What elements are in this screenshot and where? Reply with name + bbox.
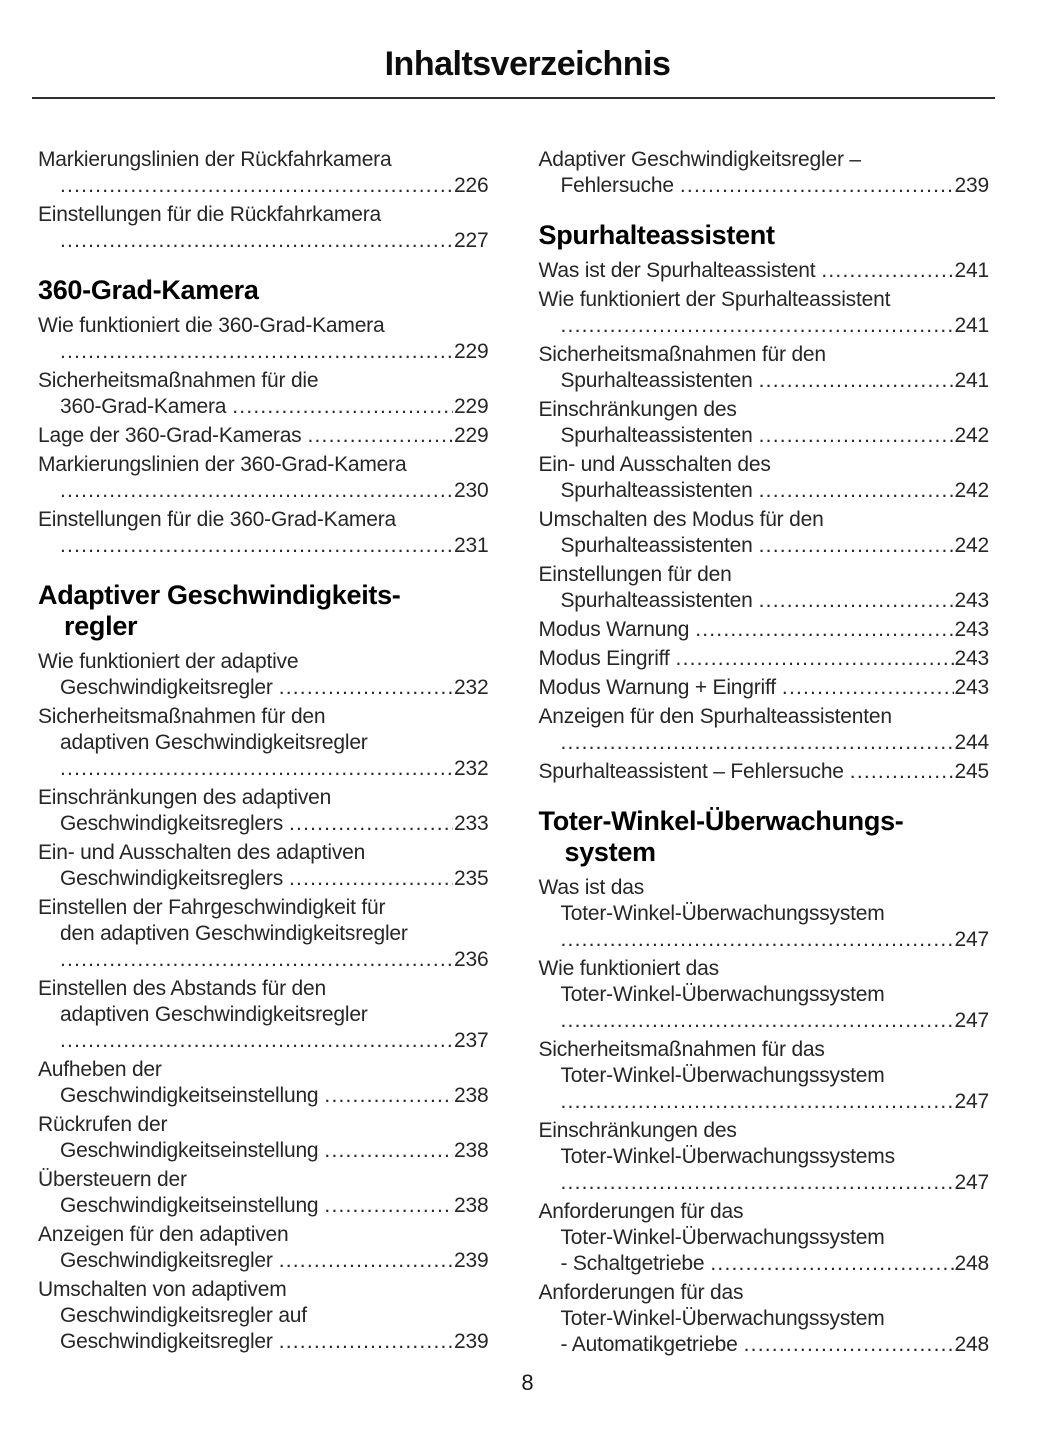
toc-section-heading-line: 360-Grad-Kamera: [38, 275, 259, 305]
toc-entry-line: Ein- und Ausschalten des: [538, 453, 771, 476]
toc-page-number: 229: [454, 395, 489, 418]
toc-entry-line: Sicherheitsmaßnahmen für das: [538, 1038, 825, 1061]
toc-entry-last-line: [539, 1008, 990, 1034]
toc-entry: [38, 649, 489, 701]
toc-entry-last-line: [539, 759, 990, 785]
toc-entry-text: Geschwindigkeitsreglers: [60, 867, 283, 890]
toc-section-heading: [539, 806, 990, 868]
toc-entry-line: Sicherheitsmaßnahmen für den: [38, 705, 326, 728]
toc-page-number: 247: [954, 1009, 989, 1032]
toc-dot-leader: [759, 368, 954, 394]
toc-dot-leader: [850, 759, 954, 785]
toc-entry-line: Umschalten des Modus für den: [538, 508, 824, 531]
toc-dot-leader: [60, 533, 453, 559]
toc-entry-line: Einschränkungen des adaptiven: [38, 786, 332, 809]
toc-entry-text: Spurhalteassistenten: [560, 589, 753, 612]
toc-entry-text: Geschwindigkeitseinstellung: [60, 1139, 319, 1162]
toc-entry-line: Sicherheitsmaßnahmen für den: [538, 343, 826, 366]
toc-entry-line: Markierungslinien der Rückfahrkamera: [38, 148, 392, 171]
toc-entry-line: Wie funktioniert die 360-Grad-Kamera: [38, 314, 385, 337]
toc-entry-last-line: [539, 368, 990, 394]
toc-dot-leader: [759, 588, 954, 614]
toc-dot-leader: [759, 423, 954, 449]
toc-section-heading: [539, 220, 990, 251]
toc-entry-text: Geschwindigkeitsreglers: [60, 812, 283, 835]
toc-dot-leader: [279, 675, 453, 701]
toc-dot-leader: [289, 866, 453, 892]
toc-dot-leader: [759, 533, 954, 559]
toc-page-number: 235: [454, 867, 489, 890]
toc-entry-last-line: [38, 1028, 489, 1054]
page-number: 8: [521, 1370, 534, 1395]
toc-page-number: 241: [954, 369, 989, 392]
toc-entry: [539, 875, 990, 953]
toc-dot-leader: [561, 927, 954, 953]
toc-entry: [539, 147, 990, 199]
toc-entry: [539, 1037, 990, 1115]
toc-entry-text: Modus Warnung: [538, 618, 690, 641]
toc-entry: [539, 562, 990, 614]
toc-entry-line: Wie funktioniert das: [538, 957, 719, 980]
toc-dot-leader: [60, 1028, 453, 1054]
toc-page-number: 238: [454, 1084, 489, 1107]
toc-entry-last-line: [539, 1170, 990, 1196]
toc-page-number: 248: [954, 1333, 989, 1356]
toc-entry: [38, 840, 489, 892]
toc-entry: [38, 976, 489, 1054]
toc-entry-last-line: [38, 811, 489, 837]
toc-page-number: 232: [454, 757, 489, 780]
toc-dot-leader: [279, 1329, 453, 1355]
toc-entry: [38, 1222, 489, 1274]
toc-entry-last-line: [38, 1329, 489, 1355]
toc-entry-last-line: [539, 533, 990, 559]
toc-section-heading-line: Toter-Winkel-Überwachungs-: [538, 806, 904, 836]
toc-section-heading-line: system: [564, 837, 656, 867]
toc-page-number: 243: [954, 589, 989, 612]
toc-entry-text: Geschwindigkeitsregler: [60, 1330, 273, 1353]
toc-page-number: 245: [954, 760, 989, 783]
toc-page-number: 242: [954, 534, 989, 557]
toc-entry-text: Spurhalteassistenten: [560, 479, 753, 502]
toc-entry: [38, 1112, 489, 1164]
toc-page-number: 238: [454, 1194, 489, 1217]
toc-entry-line: Wie funktioniert der Spurhalteassistent: [538, 288, 891, 311]
toc-dot-leader: [324, 1138, 453, 1164]
toc-entry-line: Toter-Winkel-Überwachungssystem: [560, 1064, 885, 1087]
toc-entry-line: Toter-Winkel-Überwachungssystem: [560, 1307, 885, 1330]
toc-entry-last-line: [539, 478, 990, 504]
toc-entry-last-line: [539, 313, 990, 339]
toc-page-number: 226: [454, 174, 489, 197]
toc-page-number: 242: [954, 479, 989, 502]
toc-entry-text: Geschwindigkeitsregler: [60, 676, 273, 699]
toc-entry-last-line: [38, 228, 489, 254]
toc-entry: [539, 1118, 990, 1196]
toc-entry-line: Was ist das: [538, 876, 645, 899]
toc-dot-leader: [289, 811, 453, 837]
toc-section-heading: [38, 275, 489, 306]
toc-page-number: 229: [454, 424, 489, 447]
toc-entry: [38, 313, 489, 365]
toc-entry-text: Spurhalteassistenten: [560, 369, 753, 392]
toc-entry-last-line: [38, 339, 489, 365]
toc-dot-leader: [695, 617, 953, 643]
toc-dot-leader: [60, 947, 453, 973]
toc-entry-last-line: [539, 173, 990, 199]
toc-section-heading: [38, 580, 489, 642]
toc-entry-last-line: [38, 173, 489, 199]
toc-entry-text: Modus Warnung + Eingriff: [538, 676, 776, 699]
toc-entry-last-line: [38, 1138, 489, 1164]
toc-entry: [539, 287, 990, 339]
toc-entry-last-line: [539, 258, 990, 284]
toc-dot-leader: [324, 1193, 453, 1219]
toc-dot-leader: [782, 675, 954, 701]
toc-page-number: 242: [954, 424, 989, 447]
toc-entry: [539, 507, 990, 559]
toc-entry-line: Geschwindigkeitsregler auf: [60, 1304, 307, 1327]
toc-entry: [38, 785, 489, 837]
toc-page-number: 243: [954, 676, 989, 699]
toc-dot-leader: [307, 423, 453, 449]
toc-entry-line: Markierungslinien der 360-Grad-Kamera: [38, 453, 407, 476]
toc-entry-last-line: [38, 394, 489, 420]
toc-entry: [38, 507, 489, 559]
toc-entry-text: Spurhalteassistenten: [560, 424, 753, 447]
toc-entry-line: Einstellungen für die 360-Grad-Kamera: [38, 508, 396, 531]
toc-entry-last-line: [38, 478, 489, 504]
toc-entry-line: den adaptiven Geschwindigkeitsregler: [60, 922, 408, 945]
toc-page-number: 239: [454, 1249, 489, 1272]
table-of-contents: [0, 99, 1055, 1361]
toc-entry: [38, 147, 489, 199]
toc-entry-last-line: [539, 730, 990, 756]
toc-page-number: 247: [954, 1171, 989, 1194]
toc-entry: [38, 368, 489, 420]
toc-dot-leader: [744, 1332, 954, 1358]
toc-entry: [539, 675, 990, 701]
toc-entry-line: Anforderungen für das: [538, 1200, 744, 1223]
toc-entry-line: Adaptiver Geschwindigkeitsregler –: [538, 148, 861, 171]
toc-entry: [38, 202, 489, 254]
toc-entry-text: Modus Eingriff: [538, 647, 670, 670]
toc-page-number: 233: [454, 812, 489, 835]
toc-entry-last-line: [539, 617, 990, 643]
toc-page-number: 247: [954, 1090, 989, 1113]
toc-dot-leader: [60, 339, 453, 365]
toc-entry-last-line: [38, 756, 489, 782]
toc-entry-line: Einschränkungen des: [538, 1119, 737, 1142]
toc-page-number: 239: [454, 1330, 489, 1353]
toc-dot-leader: [60, 228, 453, 254]
toc-entry: [539, 704, 990, 756]
toc-page-number: 236: [454, 948, 489, 971]
toc-page-number: 243: [954, 618, 989, 641]
toc-page-number: 231: [454, 534, 489, 557]
toc-entry-line: Einstellungen für den: [538, 563, 732, 586]
toc-entry-text: 360-Grad-Kamera: [60, 395, 227, 418]
toc-entry-line: Toter-Winkel-Überwachungssystem: [560, 1226, 885, 1249]
toc-entry: [38, 1167, 489, 1219]
toc-entry-line: Rückrufen der: [38, 1113, 168, 1136]
toc-page-number: 248: [954, 1252, 989, 1275]
toc-entry-last-line: [38, 947, 489, 973]
toc-entry-last-line: [38, 423, 489, 449]
toc-entry-text: Geschwindigkeitsregler: [60, 1249, 273, 1272]
toc-entry: [539, 397, 990, 449]
toc-entry: [38, 452, 489, 504]
toc-entry-line: adaptiven Geschwindigkeitsregler: [60, 731, 368, 754]
toc-entry-text: Spurhalteassistenten: [560, 534, 753, 557]
toc-entry-line: Einstellen der Fahrgeschwindigkeit für: [38, 896, 386, 919]
toc-entry-text: Geschwindigkeitseinstellung: [60, 1084, 319, 1107]
toc-entry-last-line: [539, 423, 990, 449]
toc-entry: [539, 956, 990, 1034]
toc-entry-last-line: [539, 1332, 990, 1358]
toc-dot-leader: [821, 258, 953, 284]
toc-page-number: 243: [954, 647, 989, 670]
toc-page-number: 237: [454, 1029, 489, 1052]
toc-column: [38, 147, 489, 1361]
toc-entry-last-line: [539, 1089, 990, 1115]
toc-entry-line: Anzeigen für den Spurhalteassistenten: [538, 705, 892, 728]
toc-entry-last-line: [539, 927, 990, 953]
toc-entry-text: - Automatikgetriebe: [560, 1333, 738, 1356]
toc-entry-line: Anzeigen für den adaptiven: [38, 1223, 289, 1246]
toc-entry-line: Anforderungen für das: [538, 1281, 744, 1304]
toc-entry-text: Geschwindigkeitseinstellung: [60, 1194, 319, 1217]
toc-entry-line: Übersteuern der: [38, 1168, 187, 1191]
toc-entry-line: Einstellen des Abstands für den: [38, 977, 326, 1000]
toc-entry-last-line: [38, 1083, 489, 1109]
toc-page-number: 241: [954, 314, 989, 337]
toc-entry-last-line: [539, 675, 990, 701]
toc-entry-last-line: [38, 866, 489, 892]
toc-dot-leader: [232, 394, 453, 420]
toc-entry-last-line: [38, 1248, 489, 1274]
toc-dot-leader: [561, 1008, 954, 1034]
toc-page-number: 232: [454, 676, 489, 699]
toc-entry-last-line: [38, 675, 489, 701]
toc-page-number: 227: [454, 229, 489, 252]
toc-entry-text: Was ist der Spurhalteassistent: [538, 259, 816, 282]
toc-entry-text: Fehlersuche: [560, 174, 674, 197]
toc-entry-last-line: [38, 1193, 489, 1219]
toc-dot-leader: [60, 173, 453, 199]
toc-page-number: 247: [954, 928, 989, 951]
toc-entry-line: Aufheben der: [38, 1058, 162, 1081]
toc-page-number: 229: [454, 340, 489, 363]
toc-dot-leader: [60, 478, 453, 504]
toc-entry: [539, 1199, 990, 1277]
toc-page-number: 230: [454, 479, 489, 502]
page-title: Inhaltsverzeichnis: [384, 45, 671, 83]
toc-dot-leader: [324, 1083, 453, 1109]
toc-dot-leader: [561, 1089, 954, 1115]
toc-dot-leader: [710, 1251, 953, 1277]
toc-entry-line: Toter-Winkel-Überwachungssystems: [560, 1145, 895, 1168]
toc-entry-line: Ein- und Ausschalten des adaptiven: [38, 841, 366, 864]
toc-entry: [539, 258, 990, 284]
toc-entry-last-line: [539, 646, 990, 672]
toc-column: [539, 147, 990, 1361]
toc-section-heading-line: Adaptiver Geschwindigkeits-: [38, 580, 401, 610]
toc-dot-leader: [60, 756, 453, 782]
toc-entry-line: Wie funktioniert der adaptive: [38, 650, 299, 673]
toc-entry: [539, 646, 990, 672]
toc-entry: [539, 342, 990, 394]
toc-entry-line: Sicherheitsmaßnahmen für die: [38, 369, 319, 392]
toc-entry-line: Umschalten von adaptivem: [38, 1278, 287, 1301]
toc-section-heading-line: Spurhalteassistent: [538, 220, 775, 250]
toc-dot-leader: [561, 313, 954, 339]
toc-page-number: 241: [954, 259, 989, 282]
toc-dot-leader: [676, 646, 954, 672]
toc-page-number: 244: [954, 731, 989, 754]
toc-entry-text: - Schaltgetriebe: [560, 1252, 705, 1275]
toc-entry-line: adaptiven Geschwindigkeitsregler: [60, 1003, 368, 1026]
toc-dot-leader: [680, 173, 954, 199]
toc-dot-leader: [279, 1248, 453, 1274]
toc-page-number: 239: [954, 174, 989, 197]
toc-entry: [38, 1057, 489, 1109]
toc-entry: [539, 617, 990, 643]
toc-entry: [539, 759, 990, 785]
toc-entry: [38, 895, 489, 973]
toc-dot-leader: [561, 730, 954, 756]
toc-entry-text: Spurhalteassistent – Fehlersuche: [538, 760, 844, 783]
toc-entry-line: Toter-Winkel-Überwachungssystem: [560, 902, 885, 925]
toc-dot-leader: [561, 1170, 954, 1196]
toc-entry: [38, 423, 489, 449]
toc-entry: [38, 704, 489, 782]
toc-entry-last-line: [539, 1251, 990, 1277]
toc-entry-line: Einschränkungen des: [538, 398, 737, 421]
toc-entry-line: Einstellungen für die Rückfahrkamera: [38, 203, 381, 226]
toc-entry: [38, 1277, 489, 1355]
toc-entry-last-line: [38, 533, 489, 559]
toc-entry-text: Lage der 360-Grad-Kameras: [38, 424, 302, 447]
toc-entry: [539, 452, 990, 504]
toc-entry-line: Toter-Winkel-Überwachungssystem: [560, 983, 885, 1006]
toc-entry-last-line: [539, 588, 990, 614]
toc-entry: [539, 1280, 990, 1358]
toc-section-heading-line: regler: [64, 611, 138, 641]
toc-dot-leader: [759, 478, 954, 504]
toc-page-number: 238: [454, 1139, 489, 1162]
